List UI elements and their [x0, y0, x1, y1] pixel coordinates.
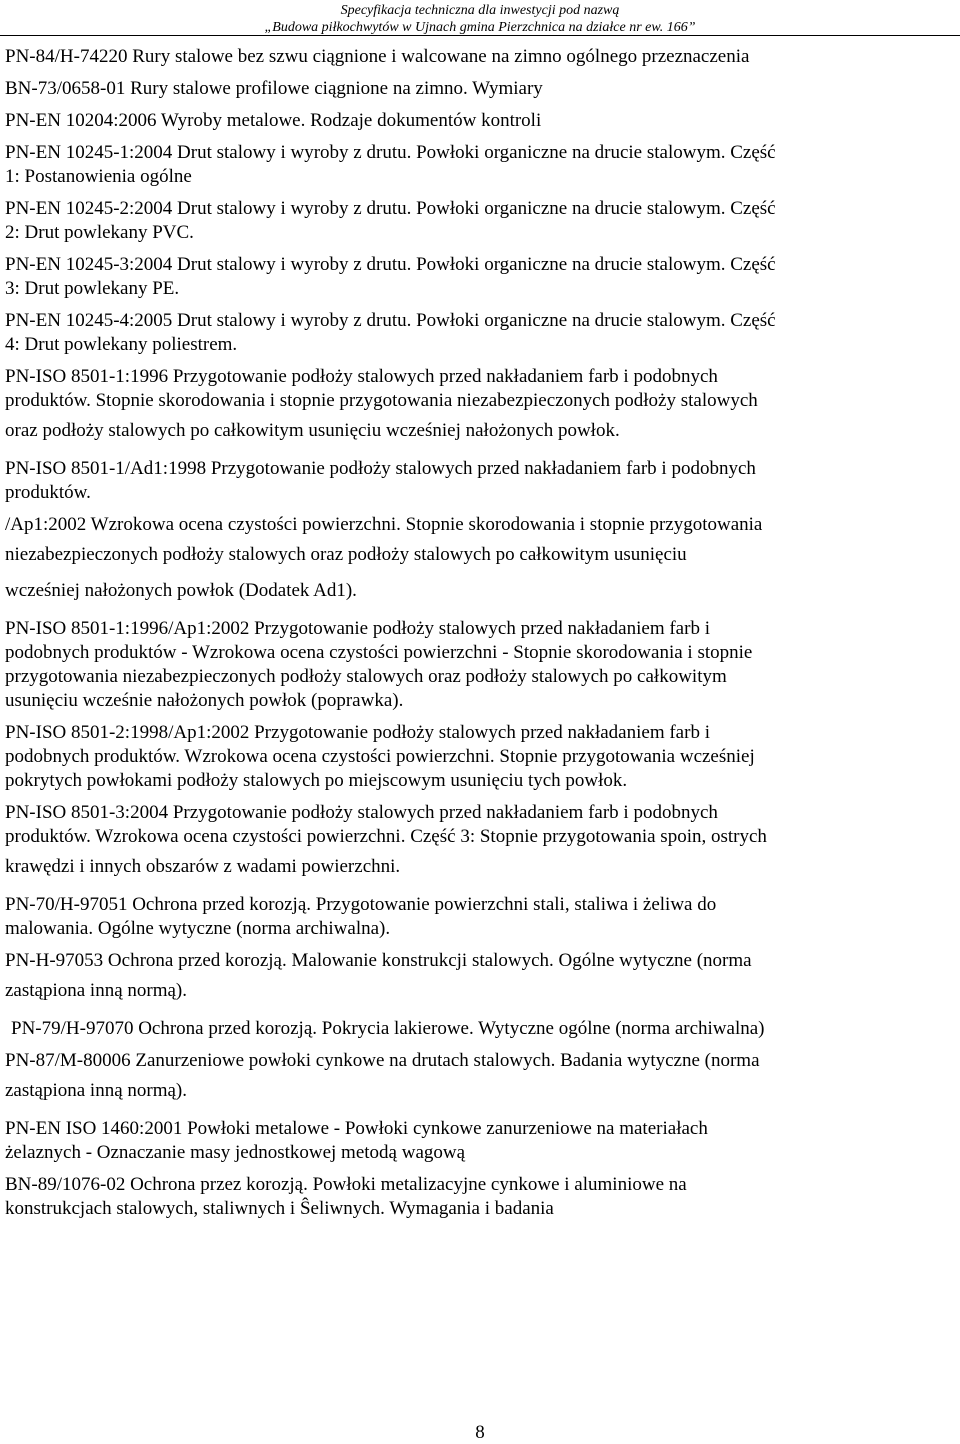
header-rule [0, 35, 960, 36]
entry-line: zastąpiona inną normą). [5, 1080, 188, 1101]
entry-line: PN-EN 10245-3:2004 Drut stalowy i wyroby z drutu. Powłoki organiczne na drucie stalowym. Część [5, 254, 776, 275]
entry-line: PN-ISO 8501-3:2004 Przygotowanie podłoży stalowych przed nakładaniem farb i podobnych [5, 802, 718, 823]
entry-line: PN-H-97053 Ochrona przed korozją. Malowanie konstrukcji stalowych. Ogólne wytyczne (norma [5, 950, 752, 971]
entry-line: podobnych produktów - Wzrokowa ocena czystości powierzchni - Stopnie skorodowania i stopnie [5, 642, 753, 663]
entry-line: żelaznych - Oznaczanie masy jednostkowej metodą wagową [5, 1142, 466, 1163]
standard-entry [5, 309, 955, 357]
entry-line: PN-EN 10204:2006 Wyroby metalowe. Rodzaje dokumentów kontroli [5, 110, 542, 131]
entry-line: produktów. Stopnie skorodowania i stopnie przygotowania niezabezpieczonych podłoży stalowych [5, 390, 758, 411]
standard-entry [5, 77, 955, 101]
entry-line: oraz podłoży stalowych po całkowitym usunięciu wcześniej nałożonych powłok. [5, 420, 620, 441]
entry-line: PN-EN 10245-4:2005 Drut stalowy i wyroby z drutu. Powłoki organiczne na drucie stalowym. Część [5, 310, 776, 331]
standard-entry [5, 949, 955, 1009]
standard-entry [5, 109, 955, 133]
entry-line: pokrytych powłokami podłoży stalowych po miejscowym usunięciu tych powłok. [5, 770, 628, 791]
entry-line: przygotowania niezabezpieczonych podłoży stalowych oraz podłoży stalowych po całkowitym [5, 666, 727, 687]
entry-line: PN-EN 10245-2:2004 Drut stalowy i wyroby z drutu. Powłoki organiczne na drucie stalowym. Część [5, 198, 776, 219]
entry-line: BN-73/0658-01 Rury stalowe profilowe ciągnione na zimno. Wymiary [5, 78, 543, 99]
running-header [0, 2, 960, 36]
standard-entry [5, 721, 955, 793]
standard-entry [5, 893, 955, 941]
entry-line: produktów. [5, 482, 91, 503]
entry-line: PN-ISO 8501-1/Ad1:1998 Przygotowanie podłoży stalowych przed nakładaniem farb i podobnych [5, 458, 756, 479]
entry-line: produktów. Wzrokowa ocena czystości powierzchni. Część 3: Stopnie przygotowania spoin, ostrych [5, 826, 767, 847]
entry-line: konstrukcjach stalowych, staliwnych i Ŝeliwnych. Wymagania i badania [5, 1198, 554, 1219]
entry-line: malowania. Ogólne wytyczne (norma archiwalna). [5, 918, 391, 939]
standard-entry [5, 1017, 955, 1041]
standard-entry [5, 457, 955, 505]
entry-line: 4: Drut powlekany poliestrem. [5, 334, 238, 355]
entry-line: 1: Postanowienia ogólne [5, 166, 192, 187]
standard-entry [5, 1173, 955, 1221]
entry-line: niezabezpieczonych podłoży stalowych oraz podłoży stalowych po całkowitym usunięciu [5, 544, 687, 565]
entry-line: PN-70/H-97051 Ochrona przed korozją. Przygotowanie powierzchni stali, staliwa i żeliwa do [5, 894, 717, 915]
standard-entry [5, 365, 955, 449]
entry-line: PN-EN ISO 1460:2001 Powłoki metalowe - Powłoki cynkowe zanurzeniowe na materiałach [5, 1118, 708, 1139]
entry-line: 2: Drut powlekany PVC. [5, 222, 194, 243]
entry-line: BN-89/1076-02 Ochrona przez korozją. Powłoki metalizacyjne cynkowe i aluminiowe na [5, 1174, 687, 1195]
entry-line: 3: Drut powlekany PE. [5, 278, 180, 299]
standard-entry [5, 513, 955, 609]
standard-entry [5, 1049, 955, 1109]
entry-line: PN-79/H-97070 Ochrona przed korozją. Pokrycia lakierowe. Wytyczne ogólne (norma archiwalna) [11, 1018, 765, 1039]
entry-line: krawędzi i innych obszarów z wadami powierzchni. [5, 856, 401, 877]
standard-entry [5, 197, 955, 245]
header-line-1: Specyfikacja techniczna dla inwestycji pod nazwą [340, 3, 620, 18]
standard-entry [5, 141, 955, 189]
entry-line: wcześniej nałożonych powłok (Dodatek Ad1). [5, 580, 357, 601]
standard-entry [5, 1117, 955, 1165]
header-line-2: „Budowa piłkochwytów w Ujnach gmina Pierzchnica na działce nr ew. 166” [264, 20, 696, 35]
standard-entry [5, 253, 955, 301]
standard-entry [5, 45, 955, 69]
entry-line: PN-87/M-80006 Zanurzeniowe powłoki cynkowe na drutach stalowych. Badania wytyczne (norma [5, 1050, 760, 1071]
entry-line: PN-EN 10245-1:2004 Drut stalowy i wyroby z drutu. Powłoki organiczne na drucie stalowym. Część [5, 142, 776, 163]
page-number: 8 [475, 1422, 485, 1443]
entry-line: PN-84/H-74220 Rury stalowe bez szwu ciągnione i walcowane na zimno ogólnego przeznaczenia [5, 46, 750, 67]
standards-list [5, 45, 955, 1229]
entry-line: /Ap1:2002 Wzrokowa ocena czystości powierzchni. Stopnie skorodowania i stopnie przygotowania [5, 514, 763, 535]
entry-line: podobnych produktów. Wzrokowa ocena czystości powierzchni. Stopnie przygotowania wcześniej [5, 746, 755, 767]
standard-entry [5, 617, 955, 713]
entry-line: zastąpiona inną normą). [5, 980, 188, 1001]
entry-line: usunięciu wcześnie nałożonych powłok (poprawka). [5, 690, 404, 711]
entry-line: PN-ISO 8501-1:1996/Ap1:2002 Przygotowanie podłoży stalowych przed nakładaniem farb i [5, 618, 710, 639]
standard-entry [5, 801, 955, 885]
entry-line: PN-ISO 8501-2:1998/Ap1:2002 Przygotowanie podłoży stalowych przed nakładaniem farb i [5, 722, 710, 743]
entry-line: PN-ISO 8501-1:1996 Przygotowanie podłoży stalowych przed nakładaniem farb i podobnych [5, 366, 718, 387]
